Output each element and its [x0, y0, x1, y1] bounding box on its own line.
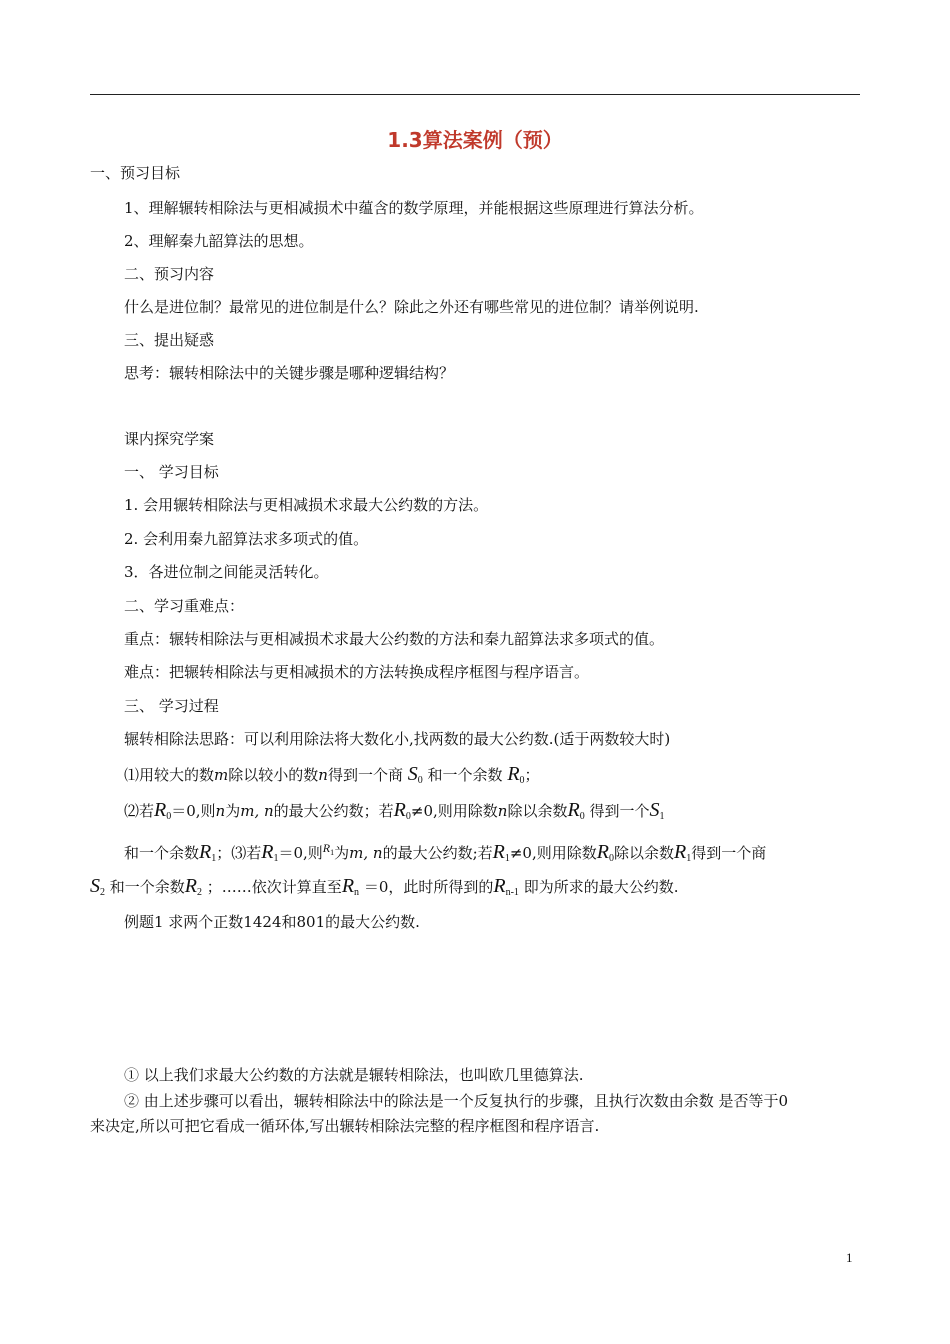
euclid-idea: 辗转相除法思路：可以利用除法将大数化小,找两数的最大公约数.(适于两数较大时) [124, 730, 671, 748]
section-key-points: 二、学习重难点： [124, 597, 245, 615]
note-2-continued: 来决定,所以可把它看成一循环体,写出辗转相除法完整的程序框图和程序语言. [90, 1117, 600, 1135]
note-2: ② 由上述步骤可以看出，辗转相除法中的除法是一个反复执行的步骤，且执行次数由余数 是否等于0 [124, 1092, 789, 1110]
section-learning-goals: 一、 学习目标 [124, 463, 219, 481]
step-4: $S_2$ 和一个余数$R_2$ ；……依次计算直至$R_n =0$，此时所得到的$R_{n-1}$ 即为所求的最大公约数. [90, 875, 679, 898]
goal-item-1: 1、理解辗转相除法与更相减损术中蕴含的数学原理，并能根据这些原理进行算法分析。 [124, 199, 704, 217]
think-question: 思考：辗转相除法中的关键步骤是哪种逻辑结构？ [124, 364, 455, 382]
learning-goal-2: 2. 会利用秦九韶算法求多项式的值。 [124, 530, 369, 548]
class-inquiry-heading: 课内探究学案 [124, 430, 215, 448]
note-1: ① 以上我们求最大公约数的方法就是辗转相除法，也叫欧几里德算法. [124, 1066, 584, 1084]
section-doubts: 三、提出疑惑 [124, 331, 215, 349]
learning-goal-3: 3．各进位制之间能灵活转化。 [124, 563, 329, 581]
step-2: ⑵若$R_0=0$,则n为m, n的最大公约数；若$R_0\ne 0$,则用除数n除以余数$R_0$ 得到一个$S_1$ [124, 799, 665, 822]
section-preview-goals: 一、预习目标 [90, 164, 181, 182]
goal-item-2: 2、理解秦九韶算法的思想。 [124, 232, 314, 250]
section-process: 三、 学习过程 [124, 697, 219, 715]
step-1: ⑴用较大的数m除以较小的数n得到一个商 $S_0$ 和一个余数 $R_0$； [124, 763, 540, 786]
difficult-point: 难点：把辗转相除法与更相减损术的方法转换成程序框图与程序语言。 [124, 663, 590, 681]
learning-goal-1: 1. 会用辗转相除法与更相减损术求最大公约数的方法。 [124, 496, 489, 514]
preview-question: 什么是进位制？最常见的进位制是什么？除此之外还有哪些常见的进位制？请举例说明. [124, 298, 699, 316]
example-1: 例题1 求两个正数1424和801的最大公约数. [124, 913, 420, 931]
header-rule [90, 94, 860, 95]
page-title: 1.3算法案例（预） [387, 128, 563, 152]
section-preview-content: 二、预习内容 [124, 265, 215, 283]
key-point: 重点：辗转相除法与更相减损术求最大公约数的方法和秦九韶算法求多项式的值。 [124, 630, 665, 648]
step-3: 和一个余数$R_1$；⑶若$R_1=0$,则$^{R_1}$为m, n的最大公约数;若$R_1\ne 0$,则用除数$R_0$除以余数$R_1$得到一个商 [124, 841, 767, 864]
page-number: 1 [846, 1250, 853, 1265]
